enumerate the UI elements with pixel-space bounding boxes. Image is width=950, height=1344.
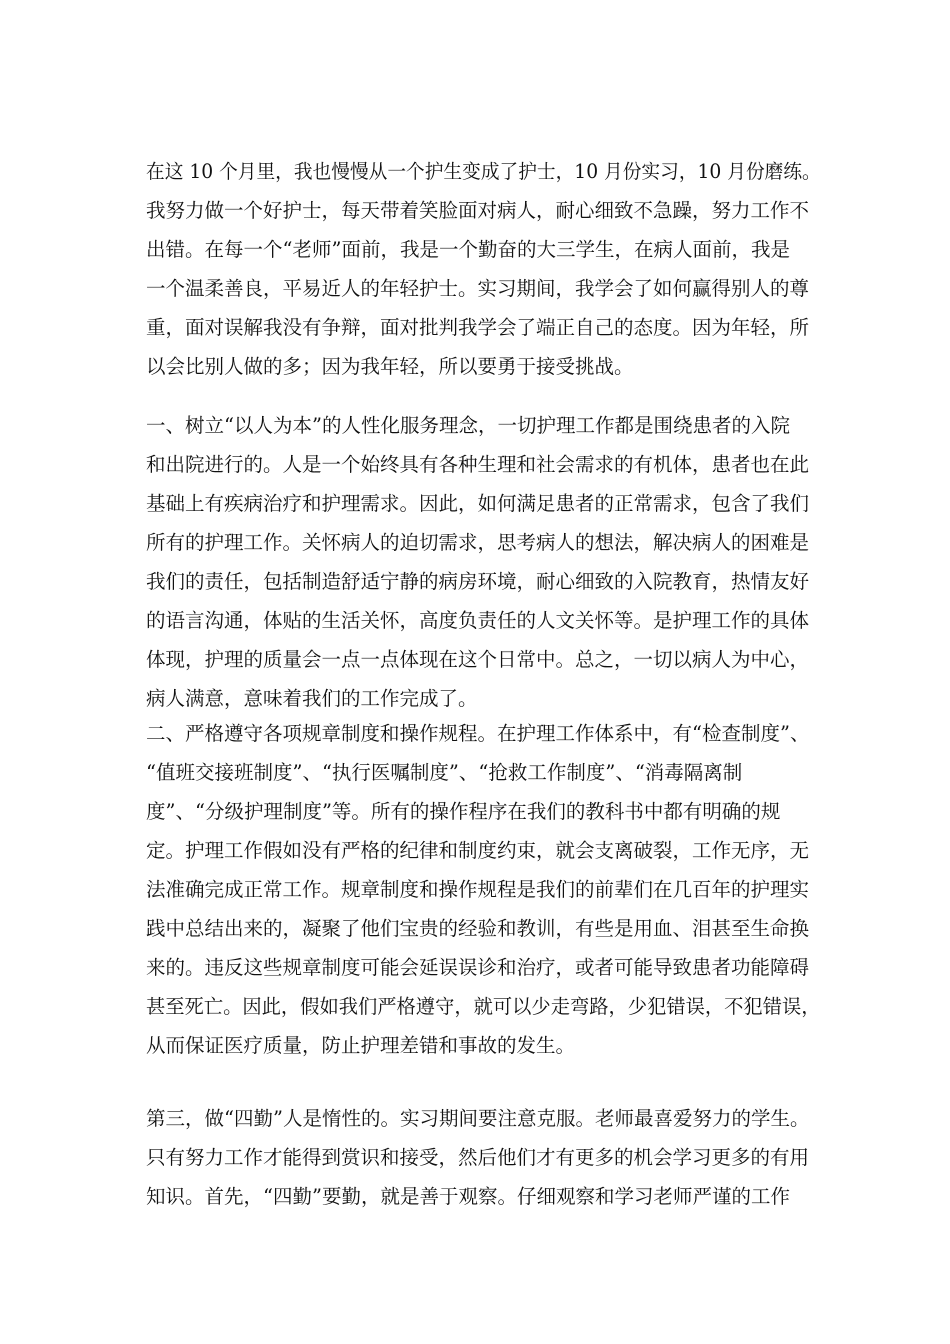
text-line: 以会比别人做的多；因为我年轻，所以要勇于接受挑战。 (146, 355, 634, 378)
text-line: 践中总结出来的，凝聚了他们宝贵的经验和教训，有些是用血、泪甚至生命换 (146, 917, 810, 940)
text-line: “值班交接班制度”、“执行医嘱制度”、“抢救工作制度”、“消毒隔离制 (146, 761, 743, 784)
text-line: 我努力做一个好护士，每天带着笑脸面对病人，耐心细致不急躁，努力工作不 (146, 199, 810, 222)
text-line: 我们的责任，包括制造舒适宁静的病房环境，耐心细致的入院教育，热情友好 (146, 570, 810, 593)
text-line: 在这 10 个月里，我也慢慢从一个护生变成了护士，10 月份实习，10 月份磨练。 (146, 160, 821, 183)
text-line: 一个温柔善良，平易近人的年轻护士。实习期间，我学会了如何赢得别人的尊 (146, 277, 810, 300)
paragraph-section-three (146, 1099, 821, 1216)
text-line: 二、严格遵守各项规章制度和操作规程。在护理工作体系中，有“检查制度”、 (146, 722, 810, 745)
text-line: 的语言沟通，体贴的生活关怀，高度负责任的人文关怀等。是护理工作的具体 (146, 609, 810, 632)
text-line: 甚至死亡。因此，假如我们严格遵守，就可以少走弯路，少犯错误，不犯错误， (146, 995, 821, 1018)
text-line: 第三，做“四勤”人是惰性的。实习期间要注意克服。老师最喜爱努力的学生。 (146, 1107, 810, 1130)
paragraph-section-two (146, 714, 821, 1065)
paragraph-section-one (146, 406, 821, 718)
text-line: 从而保证医疗质量，防止护理差错和事故的发生。 (146, 1034, 576, 1057)
text-line: 重，面对误解我没有争辩，面对批判我学会了端正自己的态度。因为年轻，所 (146, 316, 810, 339)
text-line: 所有的护理工作。关怀病人的迫切需求，思考病人的想法，解决病人的困难是 (146, 531, 810, 554)
text-line: 病人满意，意味着我们的工作完成了。 (146, 687, 478, 710)
text-line: 体现，护理的质量会一点一点体现在这个日常中。总之，一切以病人为中心， (146, 648, 810, 671)
text-line: 法准确完成正常工作。规章制度和操作规程是我们的前辈们在几百年的护理实 (146, 878, 810, 901)
text-line: 只有努力工作才能得到赏识和接受，然后他们才有更多的机会学习更多的有用 (146, 1146, 810, 1169)
text-line: 来的。违反这些规章制度可能会延误误诊和治疗，或者可能导致患者功能障碍 (146, 956, 810, 979)
text-line: 一、树立“以人为本”的人性化服务理念，一切护理工作都是围绕患者的入院 (146, 414, 790, 437)
text-line: 和出院进行的。人是一个始终具有各种生理和社会需求的有机体，患者也在此 (146, 453, 810, 476)
paragraph-internship-summary (146, 152, 821, 386)
text-line: 定。护理工作假如没有严格的纪律和制度约束，就会支离破裂，工作无序，无 (146, 839, 810, 862)
text-line: 出错。在每一个“老师”面前，我是一个勤奋的大三学生，在病人面前，我是 (146, 238, 790, 261)
text-line: 度”、“分级护理制度”等。所有的操作程序在我们的教科书中都有明确的规 (146, 800, 781, 823)
text-line: 知识。首先，“四勤”要勤，就是善于观察。仔细观察和学习老师严谨的工作 (146, 1185, 790, 1208)
text-line: 基础上有疾病治疗和护理需求。因此，如何满足患者的正常需求，包含了我们 (146, 492, 810, 515)
